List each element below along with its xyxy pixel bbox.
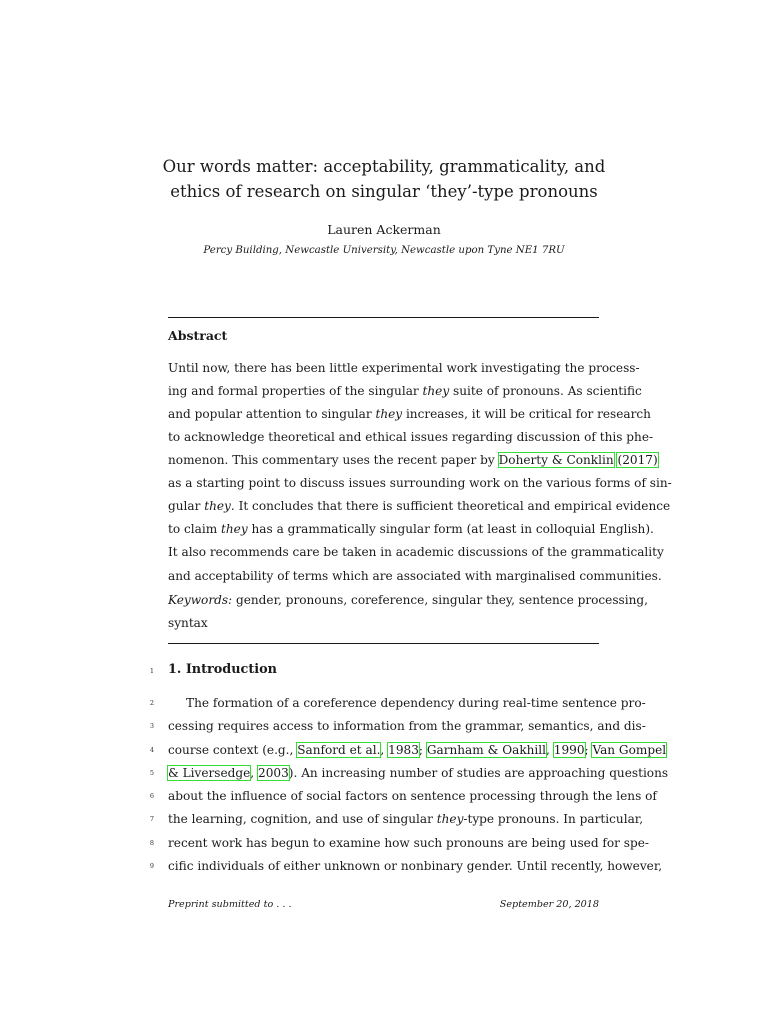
abstract-bottom-rule (168, 643, 599, 644)
keywords-text: gender, pronouns, coreference, singular they, sentence processing, (232, 593, 648, 607)
body-text: about the influence of social factors on sentence processing through the lens of (168, 789, 657, 803)
author-name: Lauren Ackerman (327, 222, 441, 237)
line-number: 3 (149, 722, 154, 730)
title-line-2: ethics of research on singular ‘they’-type pronouns (170, 182, 598, 201)
abstract-line (168, 359, 640, 377)
citation-link[interactable]: Sanford et al. (297, 743, 381, 757)
body-line (168, 834, 649, 852)
abstract-text: has a grammatically singular form (at least in colloquial English). (247, 522, 654, 536)
citation-link[interactable]: Doherty & Conklin (498, 453, 614, 467)
abstract-text: ing and formal properties of the singular (168, 384, 423, 398)
body-line (168, 717, 646, 735)
body-text: recent work has begun to examine how such pronouns are being used for spe- (168, 836, 649, 850)
citation-link[interactable]: Van Gompel (592, 743, 667, 757)
citation-year-link[interactable]: 1983 (388, 743, 419, 757)
citation-link[interactable]: Garnham & Oakhill (426, 743, 547, 757)
abstract-emph: they (221, 522, 248, 536)
citation-year-link[interactable]: (2017) (617, 453, 658, 467)
abstract-line (168, 382, 642, 400)
abstract-text: increases, it will be critical for research (402, 407, 651, 421)
body-line (168, 787, 657, 805)
abstract-text: It also recommends care be taken in academic discussions of the grammaticality (168, 545, 664, 559)
abstract-emph: they (204, 499, 231, 513)
abstract-text: and popular attention to singular (168, 407, 376, 421)
footer-preprint-note: Preprint submitted to . . . (168, 899, 292, 910)
abstract-line (168, 567, 662, 585)
body-line: & Liversedge, 2003). An increasing number of studies are approaching questions (168, 766, 669, 780)
abstract-line (168, 474, 672, 492)
line-number: 5 (149, 769, 154, 777)
body-line (168, 857, 663, 875)
body-text: The formation of a coreference dependency during real-time sentence pro- (186, 696, 646, 710)
body-text: cific individuals of either unknown or nonbinary gender. Until recently, however, (168, 859, 663, 873)
footer-date: September 20, 2018 (499, 899, 599, 910)
author-affiliation: Percy Building, Newcastle University, Newcastle upon Tyne NE1 7RU (203, 245, 565, 256)
abstract-text: suite of pronouns. As scientific (449, 384, 642, 398)
abstract-line (168, 428, 654, 446)
body-line: course context (e.g., Sanford et al., 1983; Garnham & Oakhill, 1990; Van Gompel (168, 743, 667, 757)
abstract-line (168, 405, 651, 423)
line-number: 2 (149, 699, 154, 707)
keywords-line (168, 591, 648, 609)
body-text: course context (e.g., (168, 743, 298, 757)
abstract-heading: Abstract (168, 328, 228, 343)
body-text: the learning, cognition, and use of singular (168, 812, 437, 826)
body-text: -type pronouns. In particular, (463, 812, 644, 826)
abstract-text: Until now, there has been little experimental work investigating the process- (168, 361, 640, 375)
body-emph: they (436, 812, 464, 826)
citation-link[interactable]: & Liversedge (168, 766, 251, 780)
body-text: cessing requires access to information from the grammar, semantics, and dis- (168, 719, 646, 733)
abstract-text: as a starting point to discuss issues surrounding work on the various forms of sin- (168, 476, 672, 490)
keywords-text: syntax (168, 616, 208, 630)
line-number: 9 (149, 862, 154, 870)
body-line (168, 810, 644, 828)
citation-year-link[interactable]: 1990 (553, 743, 585, 757)
abstract-text: to acknowledge theoretical and ethical issues regarding discussion of this phe- (168, 430, 654, 444)
keywords-line (168, 614, 599, 632)
abstract-line (168, 520, 654, 538)
abstract-line (168, 543, 664, 561)
line-number: 1 (149, 667, 154, 675)
abstract-text: to claim (168, 522, 222, 536)
abstract-line (168, 451, 658, 469)
abstract-line (168, 497, 671, 515)
abstract-emph: they (422, 384, 450, 398)
line-number: 4 (149, 746, 154, 754)
body-line (168, 694, 646, 712)
abstract-top-rule (168, 317, 599, 318)
abstract-emph: they (375, 407, 403, 421)
abstract-text: gular (168, 499, 205, 513)
keywords-label: Keywords: (168, 593, 233, 607)
paper-title (150, 154, 618, 204)
title-line-1: Our words matter: acceptability, grammaticality, and (162, 157, 606, 176)
section-heading: 1. Introduction (168, 662, 277, 677)
citation-year-link[interactable]: 2003 (258, 766, 289, 780)
line-number: 7 (149, 815, 154, 823)
body-text: ). An increasing number of studies are approaching questions (288, 766, 669, 780)
line-number: 8 (149, 839, 154, 847)
abstract-text: nomenon. This commentary uses the recent paper by (168, 453, 499, 467)
abstract-text: . It concludes that there is sufficient theoretical and empirical evidence (230, 499, 671, 513)
abstract-text: and acceptability of terms which are associated with marginalised communities. (168, 569, 662, 583)
line-number: 6 (149, 792, 154, 800)
